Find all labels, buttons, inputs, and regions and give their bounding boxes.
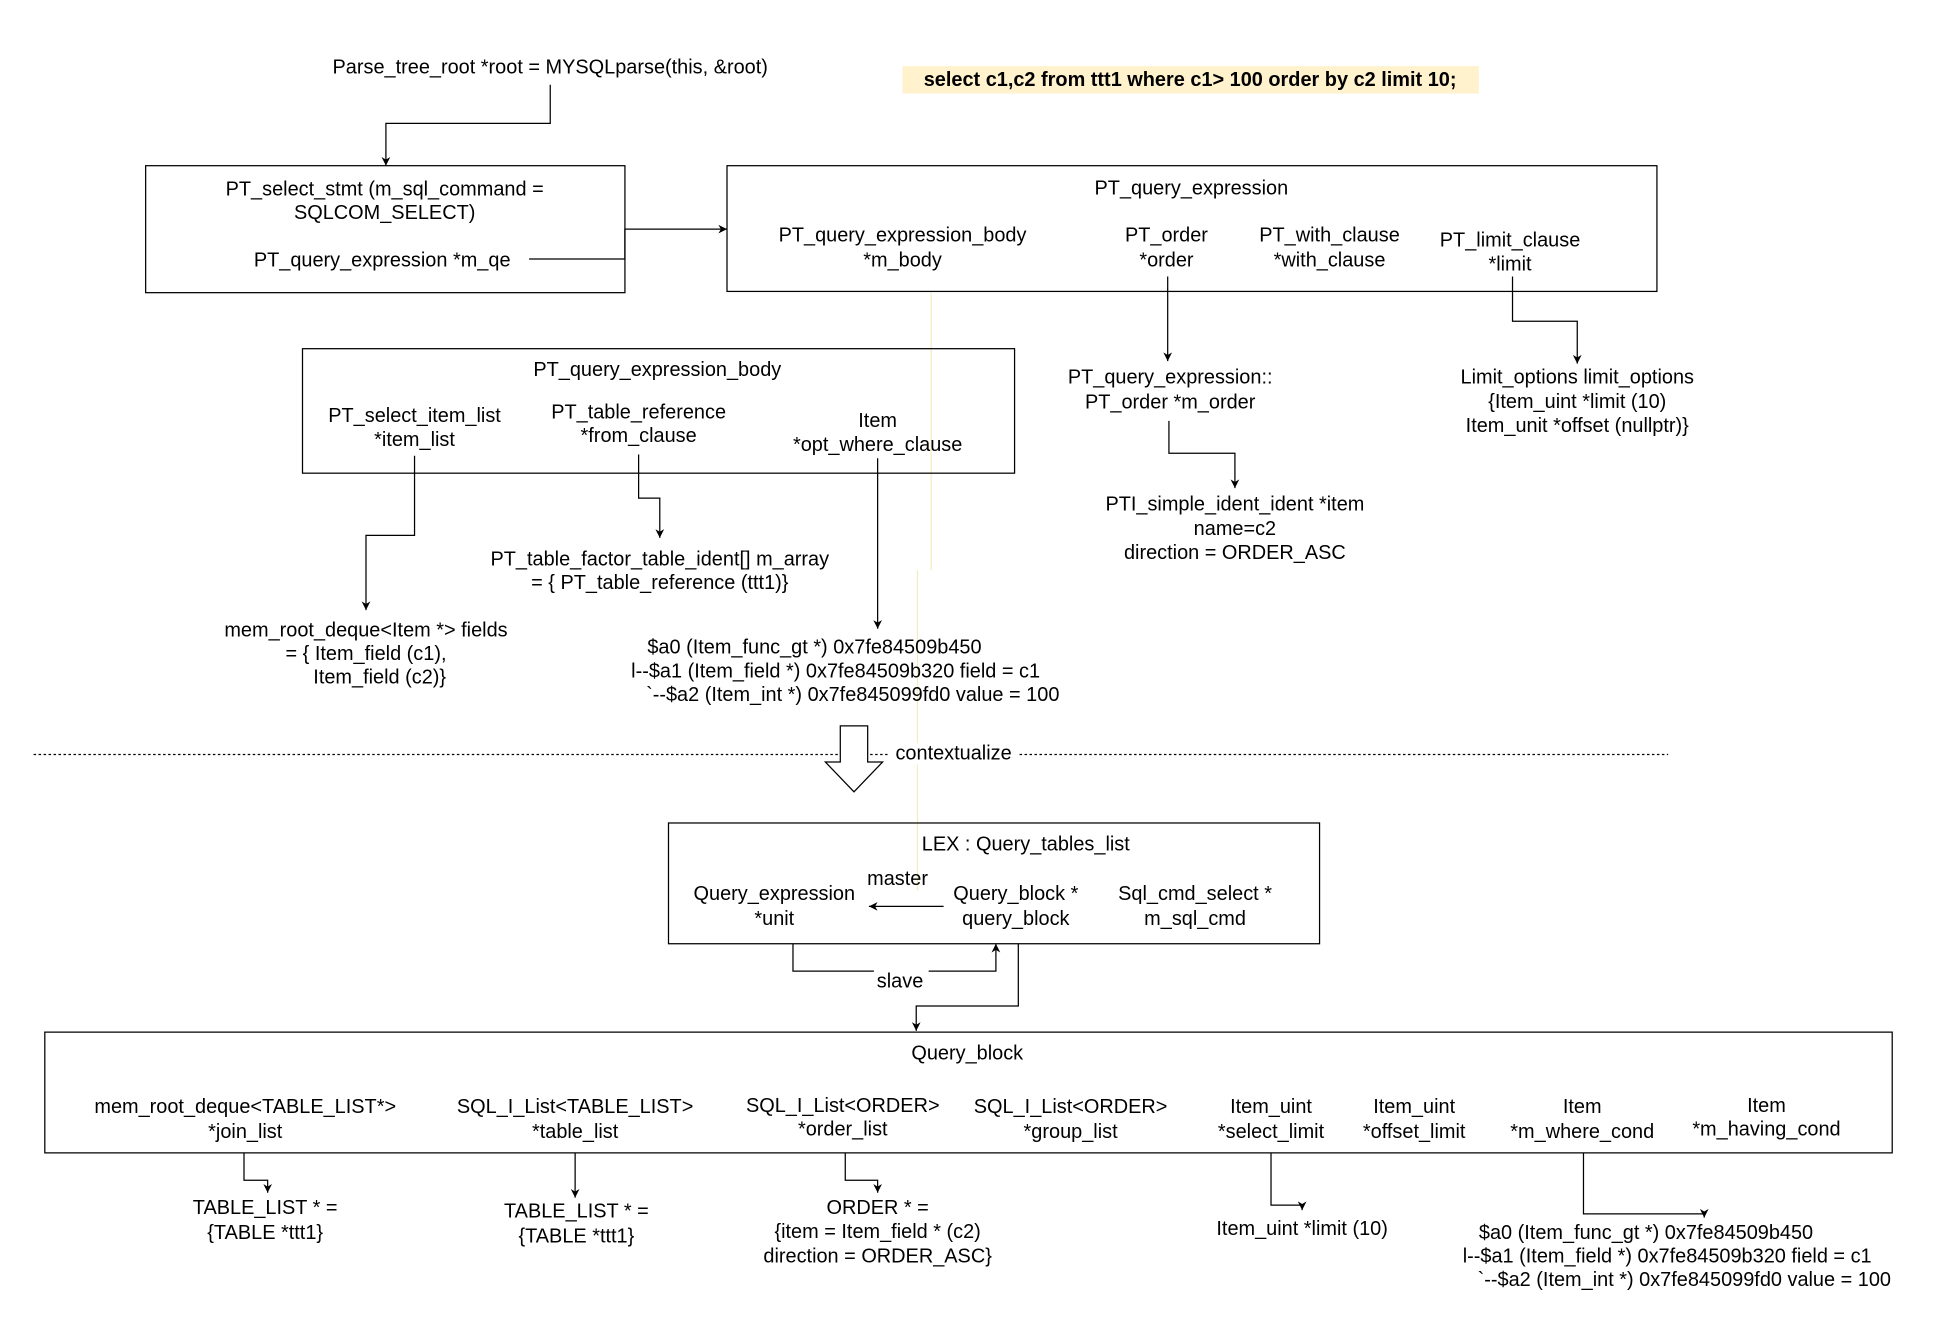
edge-items-to-fields (366, 456, 415, 610)
where-tree-label (631, 637, 1059, 706)
label-line: Item_unit *offset (nullptr)} (1465, 415, 1689, 438)
label-line: PT_query_expression (1094, 177, 1289, 200)
label-line: {TABLE *ttt1} (518, 1225, 635, 1248)
where-val-label (1463, 1222, 1891, 1291)
table-val-label (504, 1201, 649, 1248)
label-line: Parse_tree_root *root = MYSQLparse(this, &root) (332, 56, 768, 79)
table-factor-label (490, 548, 829, 594)
simple-ident-label (1105, 494, 1364, 565)
qb-order-label (746, 1095, 940, 1141)
edge-qb-to-query-block (916, 944, 1018, 1031)
label-line: SQL_I_List<TABLE_LIST> (456, 1096, 694, 1119)
label-line: {Item_uint *limit (10) (1488, 390, 1667, 413)
label-line: `--$a2 (Item_int *) 0x7fe845099fd0 value = 100 (1477, 1269, 1891, 1292)
pt-query-expression-title-label (1095, 177, 1289, 199)
qb-select-limit-label (1218, 1096, 1325, 1143)
label-line: = { PT_table_reference (ttt1)} (531, 571, 789, 594)
label-line: *m_where_cond (1510, 1120, 1655, 1143)
root-call-label (333, 57, 768, 79)
edge-qe-to-query-expression (529, 229, 727, 259)
label-line: *m_body (863, 249, 942, 272)
label-line: PT_with_clause (1259, 224, 1400, 247)
lex-qb-label (953, 883, 1078, 930)
sql-label (924, 69, 1457, 91)
labels (94, 57, 1891, 1292)
label-line: PT_order (1124, 224, 1208, 247)
m-order-label (1068, 367, 1273, 414)
label-line: {TABLE *ttt1} (207, 1221, 324, 1244)
lex-unit-label (694, 883, 856, 930)
edge-select-limit (1271, 1153, 1302, 1210)
edge-join-list (244, 1153, 268, 1193)
label-line: *join_list (208, 1120, 283, 1143)
label-line: *unit (754, 908, 795, 931)
label-line: Item_uint *limit (10) (1216, 1218, 1388, 1241)
edge-root-to-select-stmt (386, 85, 550, 166)
qeb-where-label (793, 410, 962, 456)
label-line: SQL_I_List<ORDER> (745, 1094, 940, 1117)
label-line: l--$a1 (Item_field *) 0x7fe84509b320 field = c1 (631, 660, 1041, 683)
qe-with-label (1259, 225, 1400, 272)
label-line: contextualize (895, 742, 1012, 765)
label-line: *group_list (1023, 1120, 1118, 1143)
label-line: PT_query_expression:: (1067, 366, 1273, 389)
label-line: PTI_simple_ident_ident *item (1105, 493, 1365, 516)
label-line: PT_query_expression_body (533, 359, 782, 382)
label-line: Query_block * (953, 883, 1079, 906)
label-line: PT_select_stmt (m_sql_command = (225, 178, 544, 201)
qe-limit-label (1440, 230, 1581, 276)
slave-label (877, 970, 923, 992)
label-line: PT_table_reference (551, 401, 727, 424)
label-line: Item_uint (1230, 1096, 1312, 1119)
label-line: l--$a1 (Item_field *) 0x7fe84509b320 field = c1 (1462, 1245, 1872, 1268)
qb-offset-limit-label (1363, 1096, 1466, 1143)
qb-having-label (1692, 1095, 1840, 1141)
label-line: = { Item_field (c1), (285, 642, 447, 665)
label-line: mem_root_deque<TABLE_LIST*> (94, 1096, 397, 1119)
label-line: *opt_where_clause (792, 433, 963, 456)
label-line: direction = ORDER_ASC} (763, 1245, 992, 1268)
label-line: *select_limit (1217, 1120, 1325, 1143)
label-line: PT_table_factor_table_ident[] m_array (490, 548, 830, 571)
qeb-from-label (551, 401, 726, 447)
label-line: Query_expression (693, 883, 856, 906)
label-line: PT_query_expression_body (778, 224, 1027, 247)
label-line: direction = ORDER_ASC (1123, 542, 1346, 565)
master-label (867, 868, 928, 890)
label-line: PT_limit_clause (1439, 229, 1581, 252)
contextualize-label (895, 742, 1011, 764)
label-line: `--$a2 (Item_int *) 0x7fe845099fd0 value = 100 (646, 683, 1060, 706)
label-line: TABLE_LIST * = (192, 1196, 338, 1219)
label-line: *from_clause (580, 425, 697, 448)
label-line: query_block (962, 908, 1070, 931)
label-line: *table_list (531, 1120, 619, 1143)
label-line: PT_order *m_order (1084, 391, 1256, 414)
label-line: mem_root_deque<Item *> fields (224, 619, 508, 642)
label-line: $a0 (Item_func_gt *) 0x7fe84509b450 (1478, 1221, 1814, 1244)
label-line: m_sql_cmd (1144, 908, 1246, 931)
label-line: {item = Item_field * (c2) (774, 1221, 981, 1244)
qeb-title-label (533, 359, 781, 381)
qb-group-label (974, 1096, 1168, 1143)
qb-title-label (911, 1043, 1023, 1065)
edge-limit-to-options (1513, 276, 1578, 363)
label-line: master (867, 868, 928, 891)
limit-val-label (1216, 1218, 1387, 1240)
pt-select-stmt-qe-label (254, 250, 511, 272)
edge-order-list (845, 1153, 877, 1193)
qb-join-label (94, 1096, 396, 1143)
label-line: Sql_cmd_select * (1118, 883, 1272, 906)
qb-table-label (457, 1096, 693, 1143)
fields-label (224, 619, 507, 688)
edge-where-cond (1583, 1153, 1704, 1218)
label-line: Item_uint (1373, 1096, 1456, 1119)
label-line: Limit_options limit_options (1460, 366, 1694, 389)
edge-from-to-table-factor (639, 455, 660, 538)
limit-options-label (1461, 367, 1695, 438)
label-line: *order (1139, 249, 1194, 272)
label-line: Query_block (911, 1042, 1024, 1065)
label-line: *with_clause (1273, 249, 1386, 272)
label-line: Item_field (c2)} (313, 666, 447, 689)
label-line: TABLE_LIST * = (503, 1200, 649, 1223)
label-line: *offset_limit (1362, 1120, 1466, 1143)
qb-where-label (1510, 1096, 1654, 1143)
join-val-label (193, 1197, 338, 1244)
label-line: Item (1747, 1094, 1786, 1117)
label-line: SQLCOM_SELECT) (293, 202, 476, 225)
lex-title-label (922, 833, 1130, 855)
label-line: $a0 (Item_func_gt *) 0x7fe84509b450 (647, 636, 982, 659)
qeb-items-label (328, 405, 501, 451)
label-line: ORDER * = (826, 1196, 929, 1219)
label-line: Item (1562, 1096, 1602, 1119)
label-line: Item (858, 410, 897, 433)
pt-select-stmt-label (226, 179, 544, 225)
edge-m-order-to-ident (1169, 421, 1235, 488)
order-val-label (763, 1197, 992, 1268)
label-line: *m_having_cond (1692, 1118, 1841, 1141)
qe-body-label (779, 225, 1027, 272)
contextualize-arrow-icon (825, 726, 882, 792)
label-line: slave (876, 970, 924, 993)
label-line: *limit (1488, 253, 1532, 276)
label-line: SQL_I_List<ORDER> (973, 1096, 1168, 1119)
label-line: PT_select_item_list (328, 405, 501, 428)
label-line: *item_list (374, 428, 455, 451)
qe-order-label (1125, 225, 1208, 272)
label-line: select c1,c2 from ttt1 where c1> 100 order by c2 limit 10; (923, 69, 1457, 92)
label-line: *order_list (797, 1118, 888, 1141)
label-line: LEX : Query_tables_list (921, 833, 1130, 856)
lex-cmd-label (1118, 883, 1272, 930)
label-line: name=c2 (1193, 517, 1277, 540)
label-line: PT_query_expression *m_qe (253, 249, 511, 272)
